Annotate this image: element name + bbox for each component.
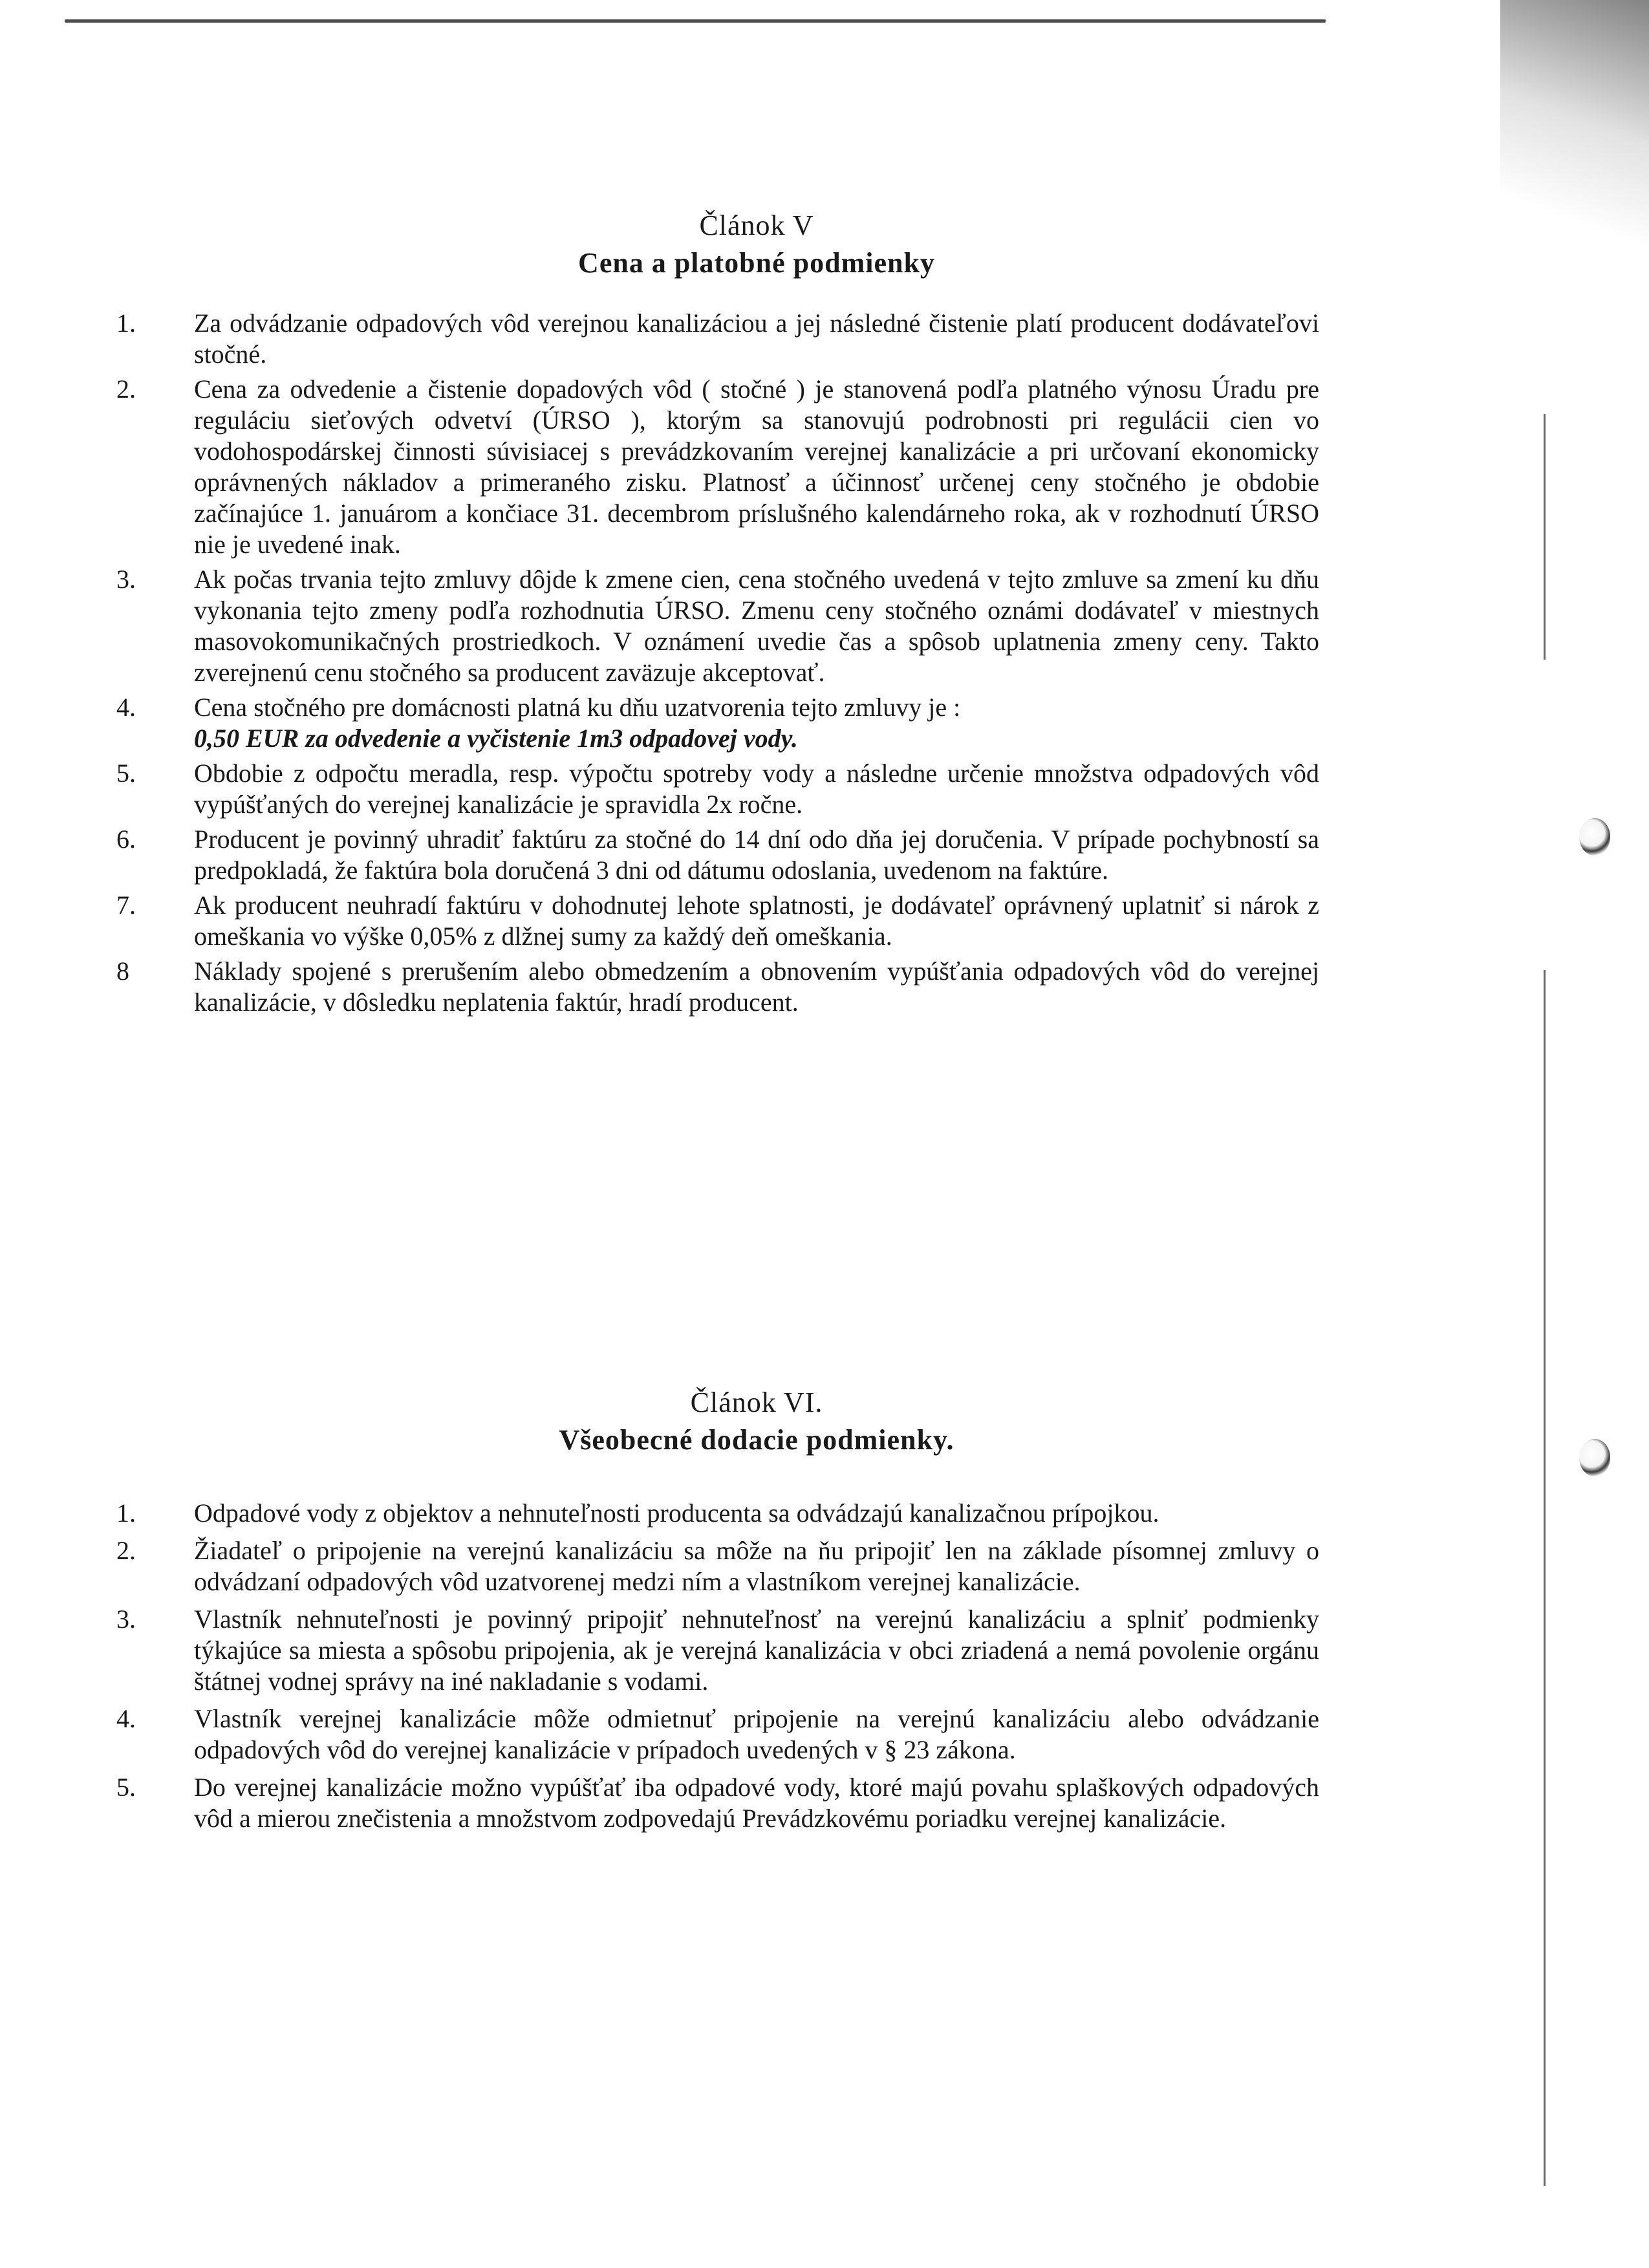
article-v-clauses <box>116 308 1319 1018</box>
clause-number: 3. <box>116 565 136 594</box>
clause-text: Náklady spojené s prerušením alebo obmedzením a obnovením vypúšťania odpadových vôd do verejnej kanalizácie, v dôsledku neplatenia faktúr, hradí producent. <box>194 956 1319 1017</box>
article-subtitle: Cena a platobné podmienky <box>578 247 935 279</box>
clause <box>116 758 1319 820</box>
clause <box>116 1703 1319 1766</box>
clause-text: Vlastník verejnej kanalizácie môže odmietnuť pripojenie na verejnú kanalizáciu alebo odvádzanie odpadových vôd do verejnej kanalizácie v prípadoch uvedených v § 23 zákona. <box>194 1704 1319 1764</box>
clause-text: Cena stočného pre domácnosti platná ku dňu uzatvorenia tejto zmluvy je : <box>194 693 961 722</box>
clause-number: 5. <box>116 1773 136 1802</box>
clause <box>116 956 1319 1018</box>
clause-text: Žiadateľ o pripojenie na verejnú kanalizáciu sa môže na ňu pripojiť len na základe písomnej zmluvy o odvádzaní odpadových vôd uzatvorenej medzi ním a vlastníkom verejnej kanalizácie. <box>194 1536 1319 1596</box>
clause-number: 2. <box>116 1536 136 1565</box>
clause <box>116 1772 1319 1834</box>
article-title: Článok V <box>699 210 814 241</box>
clause-number: 1. <box>116 1498 136 1528</box>
clause-text: Ak počas trvania tejto zmluvy dôjde k zmene cien, cena stočného uvedená v tejto zmluve sa zmení ku dňu vykonania tejto zmeny podľa rozhodnutia ÚRSO. Zmenu ceny stočného oznámi dodávateľ v miestnych masovokomunikačných prostriedkoch. V oznámení uvedie čas a spôsob uplatnenia zmeny ceny. Takto zverejnenú cenu stočného sa producent zaväzuje akceptovať. <box>194 565 1319 687</box>
clause-number: 8 <box>116 956 129 986</box>
article-v-heading <box>194 207 1319 282</box>
clause <box>116 308 1319 370</box>
clause-number: 7. <box>116 891 136 920</box>
clause <box>116 824 1319 886</box>
clause-number: 4. <box>116 1704 136 1733</box>
clause <box>116 564 1319 688</box>
clause-text: Odpadové vody z objektov a nehnuteľnosti producenta sa odvádzajú kanalizačnou prípojkou. <box>194 1498 1159 1528</box>
clause-emphasis: 0,50 EUR za odvedenie a vyčistenie 1m3 odpadovej vody. <box>194 724 798 753</box>
clause-number: 5. <box>116 759 136 788</box>
clause-text: Vlastník nehnuteľnosti je povinný pripojiť nehnuteľnosť na verejnú kanalizáciu a splniť podmienky týkajúce sa miesta a spôsobu pripojenia, ak je verejná kanalizácia v obci zriadená a nemá povolenie orgánu štátnej vodnej správy na iné nakladanie s vodami. <box>194 1604 1319 1696</box>
clause <box>116 374 1319 560</box>
clause <box>116 1498 1319 1529</box>
clause <box>116 1604 1319 1697</box>
clause-text: Cena za odvedenie a čistenie dopadových vôd ( stočné ) je stanovená podľa platného výnosu Úradu pre reguláciu sieťových odvetví (ÚRSO ), ktorým sa stanovujú podrobnosti pri regulácii cien vo vodohospodárskej činnosti súvisiacej s prevádzkovaním verejnej kanalizácie a pri určovaní ekonomicky oprávnených nákladov a primeraného zisku. Platnosť a účinnosť určenej ceny stočného je obdobie začínajúce 1. januárom a končiace 31. decembrom príslušného kalendárneho roka, ak v rozhodnutí ÚRSO nie je uvedené inak. <box>194 374 1319 559</box>
clause <box>116 692 1319 754</box>
clause-text: Ak producent neuhradí faktúru v dohodnutej lehote splatnosti, je dodávateľ oprávnený uplatniť si nárok z omeškania vo výške 0,05% z dlžnej sumy za každý deň omeškania. <box>194 891 1319 951</box>
clause-number: 4. <box>116 693 136 722</box>
clause-text: Za odvádzanie odpadových vôd verejnou kanalizáciou a jej následné čistenie platí producent dodávateľovi stočné. <box>194 308 1319 369</box>
clause-number: 3. <box>116 1604 136 1634</box>
clause-number: 2. <box>116 374 136 404</box>
punch-hole <box>1579 1439 1610 1476</box>
scan-margin-line <box>1544 970 1546 2186</box>
clause-text: Do verejnej kanalizácie možno vypúšťať iba odpadové vody, ktoré majú povahu splaškových odpadových vôd a mierou znečistenia a množstvom zodpovedajú Prevádzkovému poriadku verejnej kanalizácie. <box>194 1773 1319 1833</box>
clause <box>116 1535 1319 1597</box>
article-vi <box>116 1384 1319 1841</box>
clause-number: 1. <box>116 308 136 338</box>
clause-text: Producent je povinný uhradiť faktúru za stočné do 14 dní odo dňa jej doručenia. V prípade pochybností sa predpokladá, že faktúra bola doručená 3 dni od dátumu odoslania, uvedenom na faktúre. <box>194 825 1319 885</box>
article-v <box>116 207 1319 1022</box>
clause <box>116 890 1319 952</box>
punch-hole <box>1579 818 1610 856</box>
clause-text: Obdobie z odpočtu meradla, resp. výpočtu spotreby vody a následne určenie množstva odpadových vôd vypúšťaných do verejnej kanalizácie je spravidla 2x ročne. <box>194 759 1319 819</box>
clause-number: 6. <box>116 825 136 854</box>
scan-margin-line <box>1544 414 1546 660</box>
scan-top-edge <box>65 19 1326 23</box>
article-subtitle: Všeobecné dodacie podmienky. <box>559 1424 954 1456</box>
article-title: Článok VI. <box>690 1387 823 1418</box>
article-vi-heading <box>194 1384 1319 1459</box>
scan-corner-fold <box>1500 0 1649 362</box>
article-vi-clauses <box>116 1498 1319 1834</box>
